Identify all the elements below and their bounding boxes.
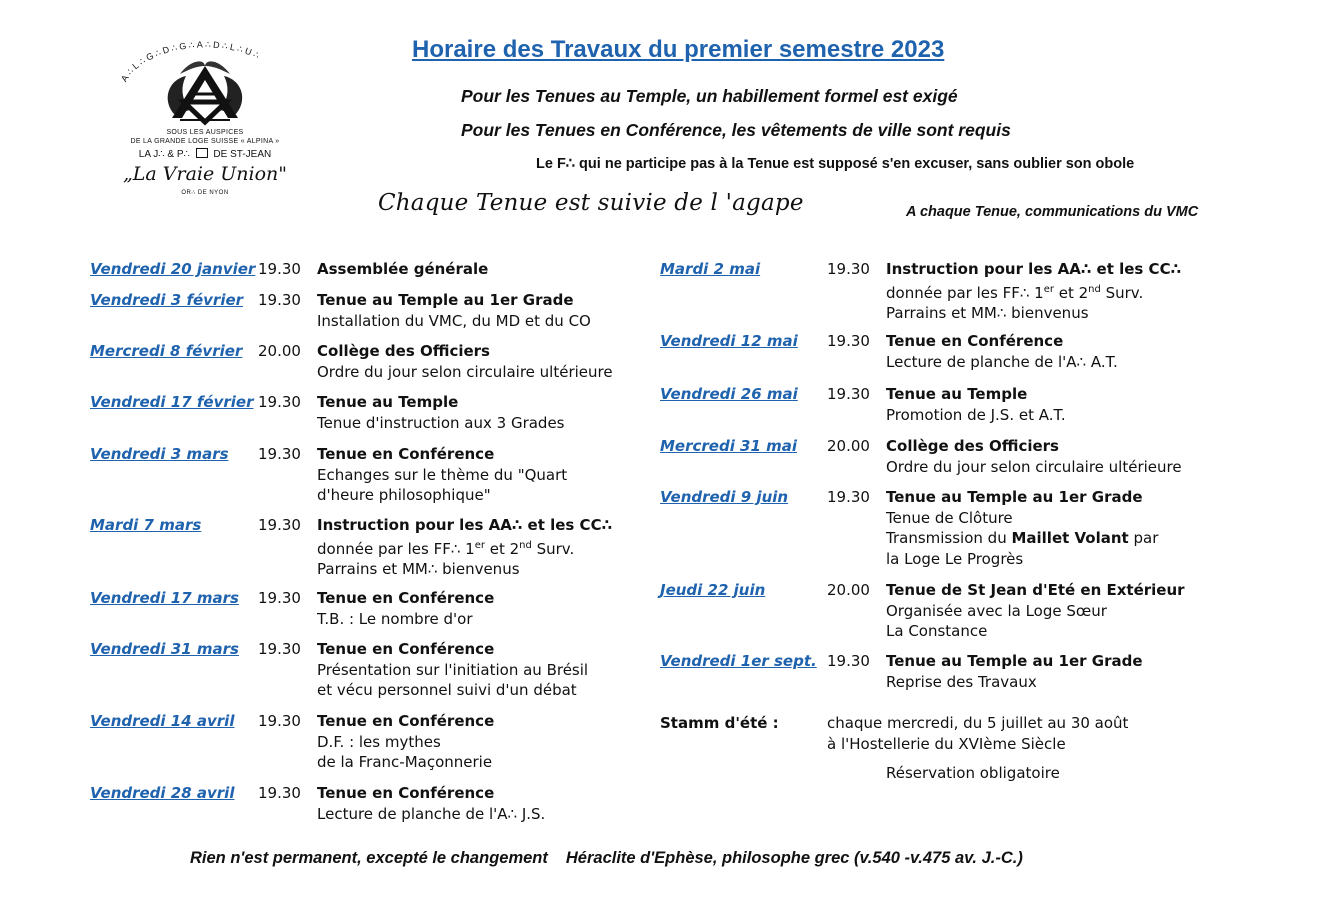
- stamm-line-1: chaque mercredi, du 5 juillet au 30 août: [827, 714, 1129, 732]
- event-date-link[interactable]: Vendredi 17 mars: [90, 589, 239, 607]
- logo-lodge-right: DE ST-JEAN: [213, 149, 272, 160]
- event-description-line: Transmission du Maillet Volant par: [886, 529, 1159, 547]
- logo-orient: OR∴ DE NYON: [181, 190, 229, 196]
- event-date-link[interactable]: Vendredi 9 juin: [660, 488, 789, 506]
- event-details: [317, 392, 565, 433]
- event-date-link[interactable]: Mardi 7 mars: [90, 516, 202, 534]
- event-time: 19.30: [258, 712, 301, 730]
- event-description-line: D.F. : les mythes: [317, 732, 441, 751]
- logo-arc-text: A∴L∴G∴D∴G∴A∴D∴L∴U∴: [118, 39, 264, 84]
- logo-lodge-left: LA J∴ & P∴: [138, 149, 190, 160]
- event-details: [317, 290, 591, 331]
- event-description-line: Organisée avec la Loge Sœur: [886, 601, 1107, 620]
- event-title: Collège des Officiers: [317, 342, 490, 360]
- stamm-details: [827, 713, 1128, 784]
- logo-lodge-line: [110, 148, 300, 161]
- event-time: 19.30: [258, 516, 301, 534]
- event-time: 19.30: [827, 260, 870, 278]
- event-description-line: Reprise des Travaux: [886, 672, 1037, 691]
- event-title: Tenue de St Jean d'Eté en Extérieur: [886, 581, 1185, 599]
- event-details: [317, 588, 494, 629]
- event-title: Tenue en Conférence: [317, 589, 495, 607]
- event-description-line: Promotion de J.S. et A.T.: [886, 405, 1066, 424]
- vmc-note: A chaque Tenue, communications du VMC: [906, 204, 1199, 220]
- dress-code-temple: Pour les Tenues au Temple, un habillement formel est exigé: [461, 86, 958, 106]
- event-date-link[interactable]: Vendredi 20 janvier: [90, 260, 256, 278]
- event-time: 19.30: [258, 291, 301, 309]
- svg-text:A∴L∴G∴D∴G∴A∴D∴L∴U∴: [119, 39, 263, 83]
- event-time: 19.30: [258, 393, 301, 411]
- dress-code-conference: Pour les Tenues en Conférence, les vêtements de ville sont requis: [461, 120, 1011, 140]
- event-description-line: Tenue de Clôture: [886, 508, 1013, 527]
- event-details: [317, 711, 494, 773]
- event-details: [317, 259, 488, 280]
- event-description-line: donnée par les FF∴ 1er et 2nd Surv.: [886, 283, 1144, 302]
- event-date-link[interactable]: Vendredi 17 février: [90, 393, 254, 411]
- event-title: Tenue au Temple au 1er Grade: [317, 291, 574, 309]
- event-description-line: et vécu personnel suivi d'un débat: [317, 681, 577, 699]
- event-title: Instruction pour les AA∴ et les CC∴: [317, 516, 613, 534]
- event-date-link[interactable]: Vendredi 3 février: [90, 291, 244, 309]
- event-date-link[interactable]: Mercredi 31 mai: [660, 437, 798, 455]
- event-title: Tenue au Temple au 1er Grade: [886, 652, 1143, 670]
- event-description-line: Parrains et MM∴ bienvenus: [317, 560, 520, 578]
- event-description-line: La Constance: [886, 622, 988, 640]
- absence-note: Le F∴ qui ne participe pas à la Tenue est supposé s'en excuser, sans oublier son obole: [536, 156, 1135, 172]
- event-details: [886, 331, 1118, 372]
- event-time: 19.30: [827, 488, 870, 506]
- event-description-line: T.B. : Le nombre d'or: [317, 609, 473, 628]
- event-title: Assemblée générale: [317, 260, 489, 278]
- event-title: Tenue en Conférence: [317, 712, 495, 730]
- event-time: 19.30: [258, 589, 301, 607]
- event-time: 19.30: [827, 332, 870, 350]
- page-title: Horaire des Travaux du premier semestre 2023: [412, 36, 945, 63]
- logo-auspices: SOUS LES AUSPICES: [166, 129, 244, 136]
- event-date-link[interactable]: Jeudi 22 juin: [660, 581, 766, 599]
- square-icon: [196, 148, 208, 158]
- event-time: 20.00: [258, 342, 301, 360]
- event-time: 19.30: [258, 260, 301, 278]
- event-description-line: Installation du VMC, du MD et du CO: [317, 311, 591, 330]
- event-date-link[interactable]: Vendredi 3 mars: [90, 445, 229, 463]
- logo-lodge-name: „La Vraie Union": [122, 163, 288, 185]
- event-title: Tenue en Conférence: [317, 784, 495, 802]
- event-description-line: Parrains et MM∴ bienvenus: [886, 304, 1089, 322]
- event-description-line: Echanges sur le thème du "Quart: [317, 465, 568, 484]
- event-details: [886, 259, 1181, 324]
- event-details: [886, 436, 1182, 477]
- event-details: [317, 341, 613, 382]
- lodge-logo: [110, 30, 300, 215]
- stamm-line-3: Réservation obligatoire: [886, 764, 1060, 782]
- stamm-line-2: à l'Hostellerie du XVIème Siècle: [827, 734, 1066, 753]
- event-details: [317, 515, 612, 580]
- event-date-link[interactable]: Mercredi 8 février: [90, 342, 243, 360]
- event-date-link[interactable]: Vendredi 14 avril: [90, 712, 235, 730]
- quote-text: Rien n'est permanent, excepté le changement: [190, 849, 548, 867]
- agape-note: Chaque Tenue est suivie de l 'agape: [378, 190, 804, 216]
- event-time: 19.30: [258, 445, 301, 463]
- event-details: [886, 580, 1185, 642]
- event-details: [886, 384, 1066, 425]
- event-date-link[interactable]: Vendredi 12 mai: [660, 332, 798, 350]
- event-date-link[interactable]: Vendredi 31 mars: [90, 640, 239, 658]
- event-date-link[interactable]: Vendredi 1er sept.: [660, 652, 817, 670]
- event-description-line: de la Franc-Maçonnerie: [317, 753, 493, 771]
- event-details: [317, 783, 545, 824]
- event-description-line: Tenue d'instruction aux 3 Grades: [317, 413, 565, 432]
- logo-grand-lodge: DE LA GRANDE LOGE SUISSE « ALPINA »: [130, 138, 280, 145]
- event-description-line: donnée par les FF∴ 1er et 2nd Surv.: [317, 539, 575, 558]
- lodge-emblem-icon: [110, 30, 300, 128]
- event-description-line: Lecture de planche de l'A∴ J.S.: [317, 804, 546, 823]
- event-description-line: la Loge Le Progrès: [886, 549, 1024, 568]
- event-time: 19.30: [827, 652, 870, 670]
- event-date-link[interactable]: Vendredi 28 avril: [90, 784, 235, 802]
- footer-quote: [190, 849, 1023, 868]
- event-title: Tenue au Temple: [317, 393, 459, 411]
- event-details: [886, 487, 1158, 569]
- event-details: [317, 444, 567, 506]
- event-time: 19.30: [827, 385, 870, 403]
- event-details: [317, 639, 588, 701]
- event-description-line: d'heure philosophique": [317, 486, 491, 504]
- event-time: 19.30: [258, 640, 301, 658]
- event-details: [886, 651, 1143, 692]
- event-title: Tenue en Conférence: [886, 332, 1064, 350]
- event-description-line: Ordre du jour selon circulaire ultérieure: [317, 362, 613, 381]
- event-title: Tenue au Temple au 1er Grade: [886, 488, 1143, 506]
- event-description-line: Présentation sur l'initiation au Brésil: [317, 660, 589, 679]
- event-title: Collège des Officiers: [886, 437, 1059, 455]
- event-time: 19.30: [258, 784, 301, 802]
- quote-author: Héraclite d'Ephèse, philosophe grec (v.540 -v.475 av. J.-C.): [565, 849, 1023, 867]
- event-title: Instruction pour les AA∴ et les CC∴: [886, 260, 1182, 278]
- stamm-label: Stamm d'été :: [660, 714, 779, 732]
- event-description-line: Lecture de planche de l'A∴ A.T.: [886, 352, 1118, 371]
- event-title: Tenue au Temple: [886, 385, 1028, 403]
- event-date-link[interactable]: Mardi 2 mai: [660, 260, 761, 278]
- event-title: Tenue en Conférence: [317, 445, 495, 463]
- event-title: Tenue en Conférence: [317, 640, 495, 658]
- event-time: 20.00: [827, 581, 870, 599]
- event-time: 20.00: [827, 437, 870, 455]
- event-date-link[interactable]: Vendredi 26 mai: [660, 385, 798, 403]
- event-description-line: Ordre du jour selon circulaire ultérieure: [886, 457, 1182, 476]
